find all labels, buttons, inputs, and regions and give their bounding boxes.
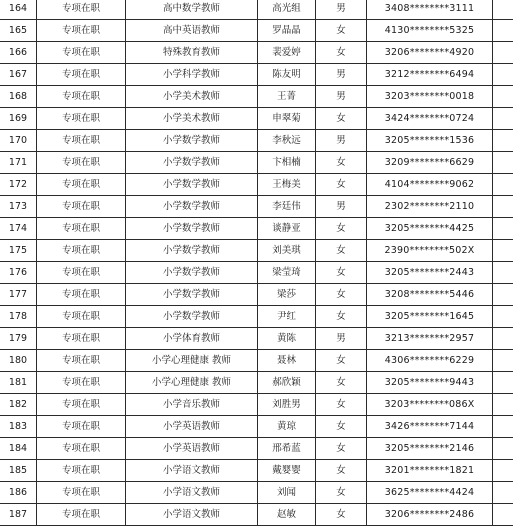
- gender-cell: 女: [316, 416, 367, 438]
- person-name-cell: 尹红: [258, 306, 316, 328]
- employment-type-cell: 专项在职: [37, 218, 126, 240]
- person-name-cell: 卞相楠: [258, 152, 316, 174]
- id-number-cell: 3206********4920: [367, 42, 493, 64]
- position-cell: 小学英语教师: [126, 416, 258, 438]
- person-name-cell: 罗晶晶: [258, 20, 316, 42]
- employment-type-cell: 专项在职: [37, 372, 126, 394]
- employment-type-cell: 专项在职: [37, 196, 126, 218]
- row-number-cell: 172: [0, 174, 37, 196]
- id-number-cell: 3213********2957: [367, 328, 493, 350]
- gender-cell: 女: [316, 262, 367, 284]
- table-row: [0, 152, 513, 174]
- id-number-cell: 3209********6629: [367, 152, 493, 174]
- empty-cell: [493, 86, 513, 108]
- row-number-cell: 184: [0, 438, 37, 460]
- person-name-cell: 申翠菊: [258, 108, 316, 130]
- position-cell: 高中英语教师: [126, 20, 258, 42]
- id-number-cell: 3205********9443: [367, 372, 493, 394]
- empty-cell: [493, 42, 513, 64]
- id-number-cell: 4104********9062: [367, 174, 493, 196]
- gender-cell: 男: [316, 0, 367, 20]
- employment-type-cell: 专项在职: [37, 504, 126, 526]
- empty-cell: [493, 196, 513, 218]
- table-row: [0, 108, 513, 130]
- id-number-cell: 3426********7144: [367, 416, 493, 438]
- table-row: [0, 64, 513, 86]
- gender-cell: 女: [316, 460, 367, 482]
- employment-type-cell: 专项在职: [37, 108, 126, 130]
- row-number-cell: 166: [0, 42, 37, 64]
- empty-cell: [493, 372, 513, 394]
- empty-cell: [493, 416, 513, 438]
- person-name-cell: 梁莹琦: [258, 262, 316, 284]
- employment-type-cell: 专项在职: [37, 394, 126, 416]
- position-cell: 小学数学教师: [126, 218, 258, 240]
- empty-cell: [493, 504, 513, 526]
- position-cell: 高中数学教师: [126, 0, 258, 20]
- gender-cell: 女: [316, 504, 367, 526]
- gender-cell: 女: [316, 394, 367, 416]
- position-cell: 小学语文教师: [126, 482, 258, 504]
- employment-type-cell: 专项在职: [37, 350, 126, 372]
- position-cell: 小学音乐教师: [126, 394, 258, 416]
- position-cell: 小学心理健康 教师: [126, 372, 258, 394]
- id-number-cell: 2390********502X: [367, 240, 493, 262]
- position-cell: 小学语文教师: [126, 460, 258, 482]
- gender-cell: 女: [316, 438, 367, 460]
- table-row: [0, 416, 513, 438]
- person-name-cell: 梁莎: [258, 284, 316, 306]
- position-cell: 小学心理健康 教师: [126, 350, 258, 372]
- table-row: [0, 460, 513, 482]
- row-number-cell: 179: [0, 328, 37, 350]
- person-name-cell: 李秋远: [258, 130, 316, 152]
- table-row: [0, 174, 513, 196]
- empty-cell: [493, 460, 513, 482]
- id-number-cell: 4130********5325: [367, 20, 493, 42]
- employment-type-cell: 专项在职: [37, 130, 126, 152]
- table-row: [0, 240, 513, 262]
- id-number-cell: 3625********4424: [367, 482, 493, 504]
- gender-cell: 女: [316, 218, 367, 240]
- gender-cell: 男: [316, 328, 367, 350]
- empty-cell: [493, 328, 513, 350]
- position-cell: 小学美术教师: [126, 108, 258, 130]
- position-cell: 小学数学教师: [126, 174, 258, 196]
- employment-type-cell: 专项在职: [37, 174, 126, 196]
- employment-type-cell: 专项在职: [37, 20, 126, 42]
- id-number-cell: 2302********2110: [367, 196, 493, 218]
- person-name-cell: 李廷伟: [258, 196, 316, 218]
- employment-type-cell: 专项在职: [37, 460, 126, 482]
- row-number-cell: 176: [0, 262, 37, 284]
- person-name-cell: 赵敏: [258, 504, 316, 526]
- row-number-cell: 168: [0, 86, 37, 108]
- id-number-cell: 3408********3111: [367, 0, 493, 20]
- person-name-cell: 陈友明: [258, 64, 316, 86]
- id-number-cell: 3205********1536: [367, 130, 493, 152]
- empty-cell: [493, 218, 513, 240]
- row-number-cell: 175: [0, 240, 37, 262]
- person-name-cell: 郝欣颖: [258, 372, 316, 394]
- person-name-cell: 王梅美: [258, 174, 316, 196]
- empty-cell: [493, 350, 513, 372]
- employment-type-cell: 专项在职: [37, 152, 126, 174]
- gender-cell: 女: [316, 482, 367, 504]
- row-number-cell: 167: [0, 64, 37, 86]
- table-row: [0, 438, 513, 460]
- person-name-cell: 高光组: [258, 0, 316, 20]
- empty-cell: [493, 394, 513, 416]
- row-number-cell: 174: [0, 218, 37, 240]
- gender-cell: 女: [316, 306, 367, 328]
- row-number-cell: 183: [0, 416, 37, 438]
- position-cell: 小学体育教师: [126, 328, 258, 350]
- row-number-cell: 177: [0, 284, 37, 306]
- person-name-cell: 聂林: [258, 350, 316, 372]
- employment-type-cell: 专项在职: [37, 240, 126, 262]
- person-name-cell: 谈静亚: [258, 218, 316, 240]
- position-cell: 小学数学教师: [126, 262, 258, 284]
- table-row: [0, 218, 513, 240]
- row-number-cell: 187: [0, 504, 37, 526]
- table-row: [0, 20, 513, 42]
- empty-cell: [493, 64, 513, 86]
- id-number-cell: 3212********6494: [367, 64, 493, 86]
- empty-cell: [493, 262, 513, 284]
- gender-cell: 女: [316, 284, 367, 306]
- gender-cell: 男: [316, 130, 367, 152]
- gender-cell: 女: [316, 108, 367, 130]
- employment-type-cell: 专项在职: [37, 86, 126, 108]
- employment-type-cell: 专项在职: [37, 284, 126, 306]
- person-name-cell: 裴爱婷: [258, 42, 316, 64]
- id-number-cell: 4306********6229: [367, 350, 493, 372]
- id-number-cell: 3201********1821: [367, 460, 493, 482]
- row-number-cell: 178: [0, 306, 37, 328]
- id-number-cell: 3208********5446: [367, 284, 493, 306]
- gender-cell: 女: [316, 372, 367, 394]
- employment-type-cell: 专项在职: [37, 416, 126, 438]
- person-name-cell: 黄陈: [258, 328, 316, 350]
- position-cell: 小学数学教师: [126, 196, 258, 218]
- empty-cell: [493, 174, 513, 196]
- gender-cell: 女: [316, 20, 367, 42]
- table-row: [0, 504, 513, 526]
- empty-cell: [493, 152, 513, 174]
- position-cell: 小学语文教师: [126, 504, 258, 526]
- position-cell: 小学数学教师: [126, 284, 258, 306]
- id-number-cell: 3206********2486: [367, 504, 493, 526]
- person-name-cell: 刘闻: [258, 482, 316, 504]
- employment-type-cell: 专项在职: [37, 64, 126, 86]
- gender-cell: 女: [316, 42, 367, 64]
- id-number-cell: 3205********2443: [367, 262, 493, 284]
- gender-cell: 女: [316, 152, 367, 174]
- person-name-cell: 戴婴婴: [258, 460, 316, 482]
- row-number-cell: 164: [0, 0, 37, 20]
- employment-type-cell: 专项在职: [37, 262, 126, 284]
- table-row: [0, 350, 513, 372]
- table-row: [0, 86, 513, 108]
- empty-cell: [493, 438, 513, 460]
- empty-cell: [493, 306, 513, 328]
- gender-cell: 男: [316, 196, 367, 218]
- row-number-cell: 182: [0, 394, 37, 416]
- person-name-cell: 邢希蓝: [258, 438, 316, 460]
- gender-cell: 女: [316, 350, 367, 372]
- employment-type-cell: 专项在职: [37, 0, 126, 20]
- empty-cell: [493, 482, 513, 504]
- employment-type-cell: 专项在职: [37, 438, 126, 460]
- table-row: [0, 284, 513, 306]
- row-number-cell: 181: [0, 372, 37, 394]
- empty-cell: [493, 130, 513, 152]
- empty-cell: [493, 284, 513, 306]
- gender-cell: 女: [316, 240, 367, 262]
- table-row: [0, 482, 513, 504]
- empty-cell: [493, 20, 513, 42]
- position-cell: 小学数学教师: [126, 130, 258, 152]
- position-cell: 特殊教育教师: [126, 42, 258, 64]
- table-row: [0, 394, 513, 416]
- position-cell: 小学数学教师: [126, 152, 258, 174]
- table-row: [0, 42, 513, 64]
- table-row: [0, 262, 513, 284]
- id-number-cell: 3424********0724: [367, 108, 493, 130]
- employment-type-cell: 专项在职: [37, 306, 126, 328]
- gender-cell: 女: [316, 174, 367, 196]
- id-number-cell: 3205********4425: [367, 218, 493, 240]
- id-number-cell: 3203********086X: [367, 394, 493, 416]
- id-number-cell: 3205********2146: [367, 438, 493, 460]
- table-row: [0, 306, 513, 328]
- row-number-cell: 186: [0, 482, 37, 504]
- employment-type-cell: 专项在职: [37, 328, 126, 350]
- gender-cell: 男: [316, 64, 367, 86]
- row-number-cell: 165: [0, 20, 37, 42]
- empty-cell: [493, 240, 513, 262]
- row-number-cell: 170: [0, 130, 37, 152]
- person-name-cell: 王菁: [258, 86, 316, 108]
- row-number-cell: 185: [0, 460, 37, 482]
- employment-type-cell: 专项在职: [37, 42, 126, 64]
- position-cell: 小学英语教师: [126, 438, 258, 460]
- table-row: [0, 372, 513, 394]
- person-name-cell: 刘胜男: [258, 394, 316, 416]
- person-name-cell: 黄琼: [258, 416, 316, 438]
- position-cell: 小学数学教师: [126, 306, 258, 328]
- row-number-cell: 169: [0, 108, 37, 130]
- empty-cell: [493, 0, 513, 20]
- table-row: [0, 130, 513, 152]
- position-cell: 小学数学教师: [126, 240, 258, 262]
- person-name-cell: 刘美琪: [258, 240, 316, 262]
- table-row: [0, 328, 513, 350]
- position-cell: 小学美术教师: [126, 86, 258, 108]
- row-number-cell: 180: [0, 350, 37, 372]
- id-number-cell: 3205********1645: [367, 306, 493, 328]
- empty-cell: [493, 108, 513, 130]
- table-row: [0, 196, 513, 218]
- row-number-cell: 171: [0, 152, 37, 174]
- id-number-cell: 3203********0018: [367, 86, 493, 108]
- gender-cell: 男: [316, 86, 367, 108]
- employment-type-cell: 专项在职: [37, 482, 126, 504]
- position-cell: 小学科学教师: [126, 64, 258, 86]
- row-number-cell: 173: [0, 196, 37, 218]
- table-row: [0, 0, 513, 20]
